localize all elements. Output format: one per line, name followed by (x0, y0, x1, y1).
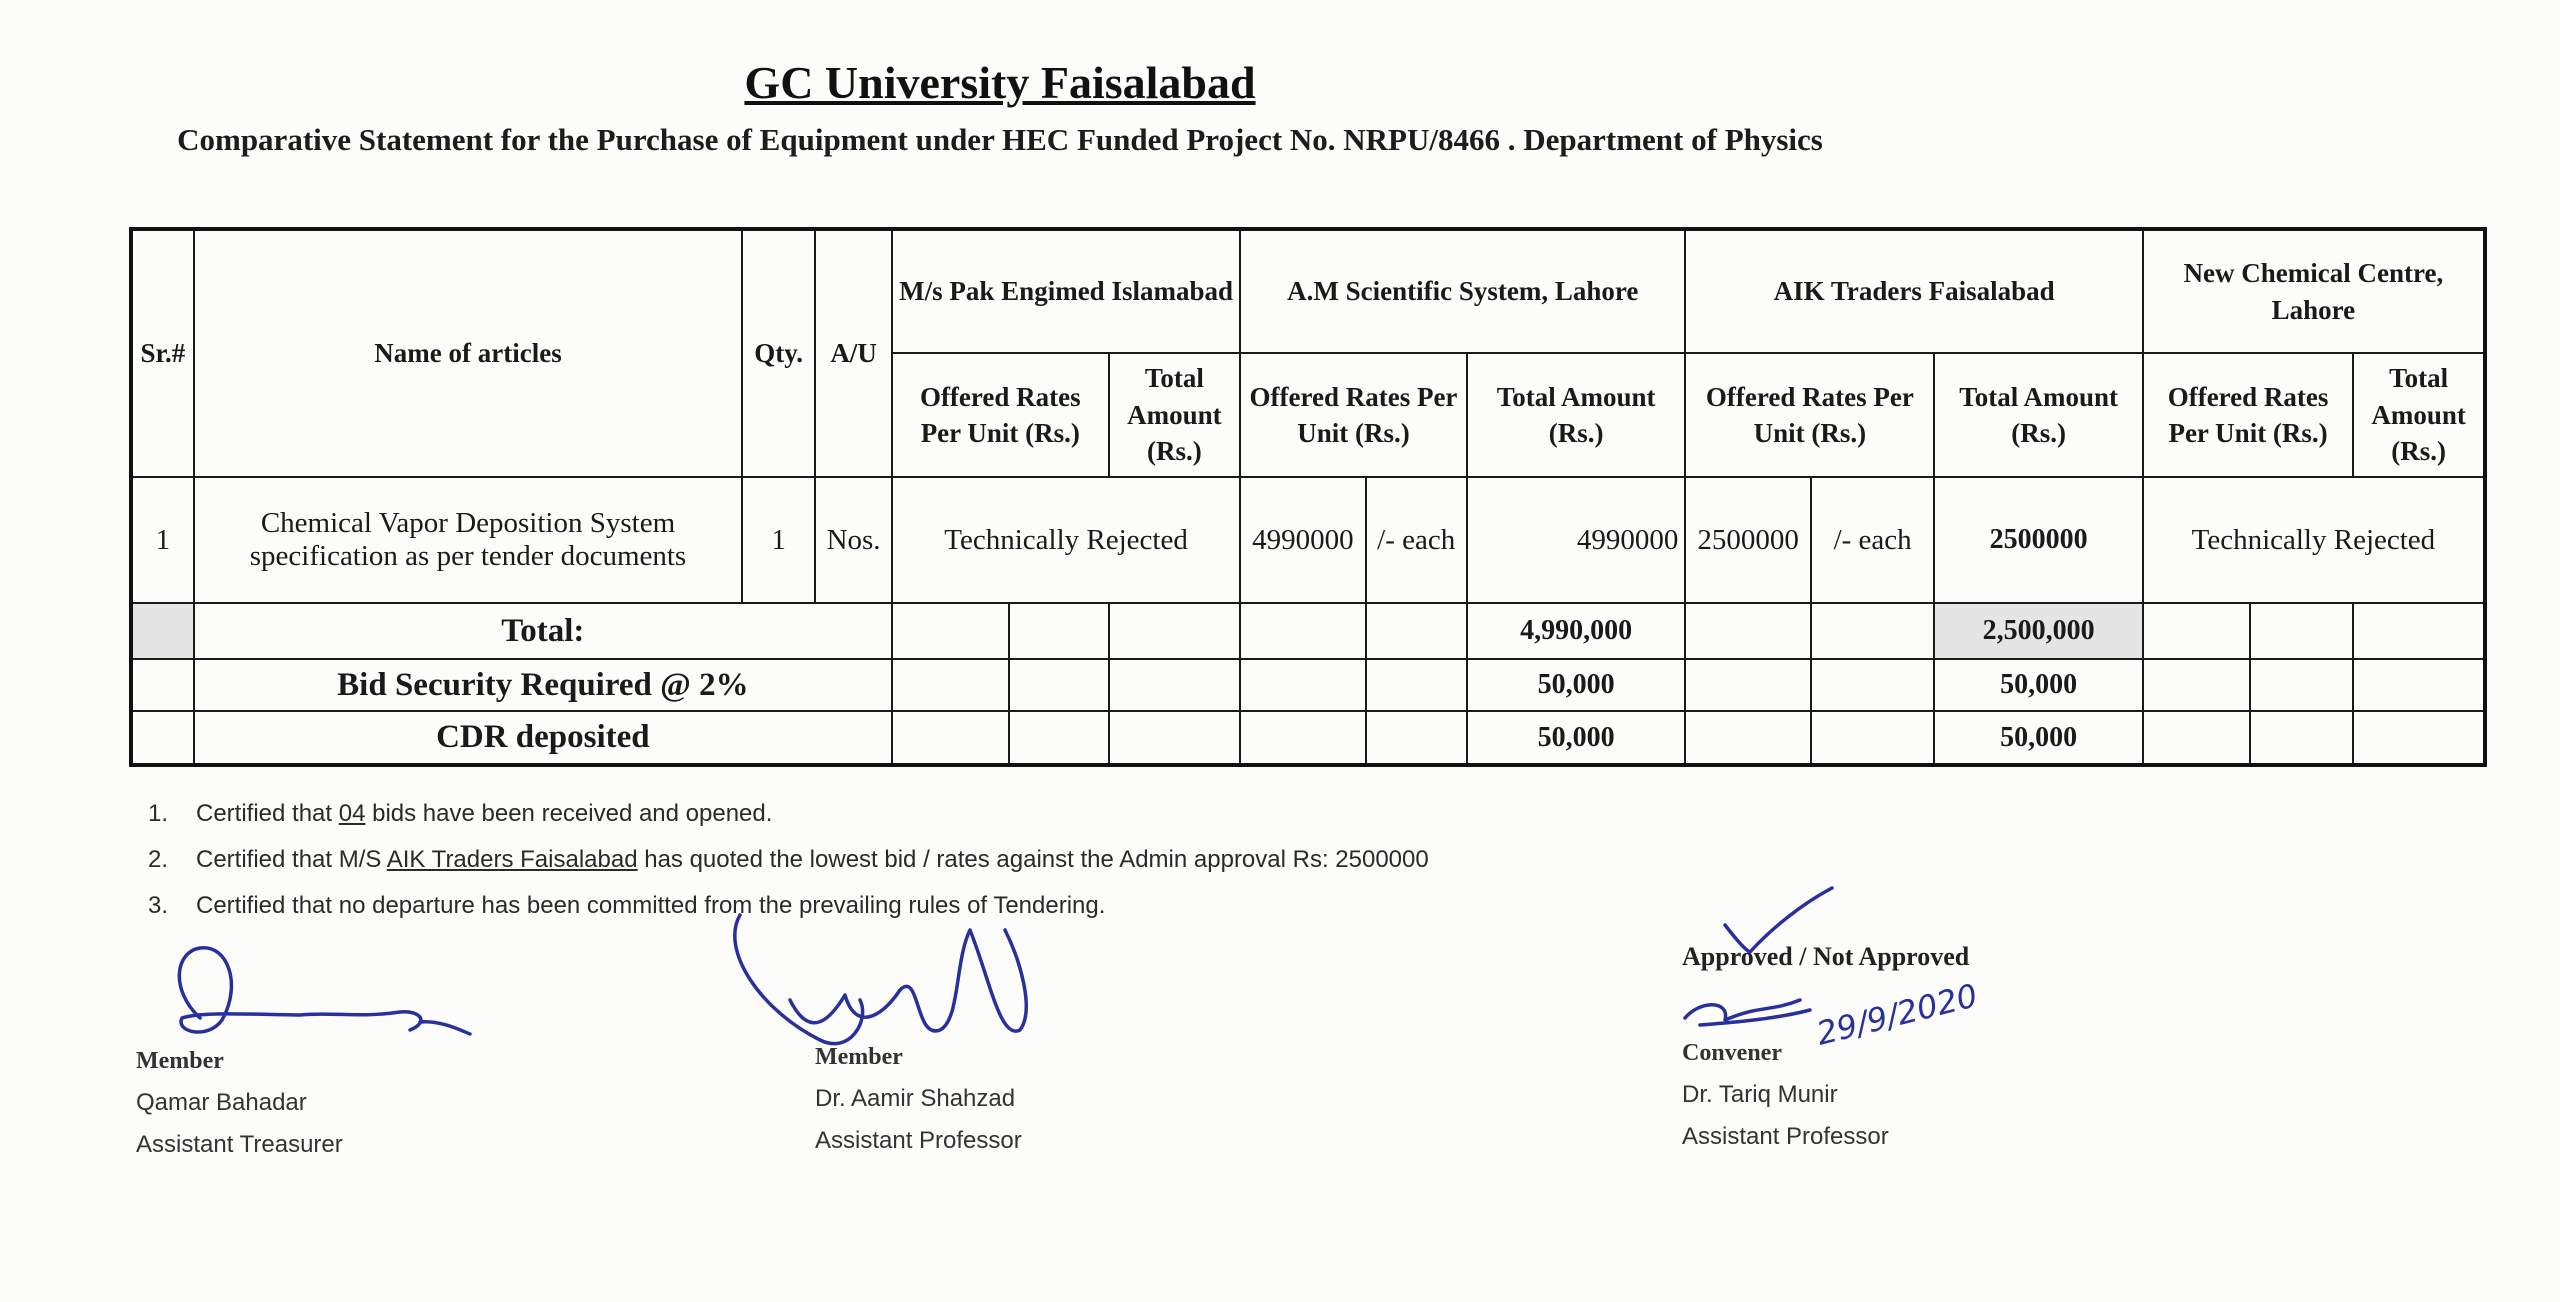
page-subtitle: Comparative Statement for the Purchase of Equipment under HEC Funded Project No. NRPU/8466 . Department of Physics (177, 122, 1823, 157)
signature-1 (179, 948, 470, 1034)
vendor-3-name: AIK Traders Faisalabad (1685, 229, 2142, 353)
vendor-2-total: 4990000 (1467, 477, 1686, 603)
signatory-title: Assistant Professor (1682, 1123, 1889, 1150)
row-article: Chemical Vapor Deposition System specification as per tender documents (194, 477, 743, 603)
note-1: 1. Certified that 04 bids have been received and opened. (148, 800, 773, 827)
note-3: 3. Certified that no departure has been committed from the prevailing rules of Tendering. (148, 892, 1106, 919)
header-article-name: Name of articles (194, 229, 743, 477)
lowest-bidder: AIK Traders Faisalabad (386, 846, 638, 873)
vendor-2-rate-header: Offered Rates Per Unit (Rs.) (1240, 353, 1467, 477)
total-label: Total: (194, 603, 892, 659)
signatory-role: Convener (1682, 1040, 1782, 1066)
vendor-3-bid-security: 50,000 (1934, 659, 2142, 711)
vendor-3-total-header: Total Amount (Rs.) (1934, 353, 2142, 477)
signatory-name: Qamar Bahadar (136, 1089, 307, 1116)
vendor-3-unit: /- each (1811, 477, 1934, 603)
handwritten-date: 29/9/2020 (1812, 976, 1982, 1053)
vendor-3-rate: 2500000 (1685, 477, 1810, 603)
vendor-4-rate-header: Offered Rates Per Unit (Rs.) (2143, 353, 2353, 477)
row-au: Nos. (815, 477, 892, 603)
header-au: A/U (815, 229, 892, 477)
vendor-2-cdr: 50,000 (1467, 711, 1686, 765)
vendor-3-grand-total: 2,500,000 (1934, 603, 2142, 659)
vendor-3-total: 2500000 (1934, 477, 2142, 603)
vendor-1-rate-header: Offered Rates Per Unit (Rs.) (892, 353, 1109, 477)
vendor-1-name: M/s Pak Engimed Islamabad (892, 229, 1240, 353)
vendor-2-grand-total: 4,990,000 (1467, 603, 1686, 659)
vendor-3-rate-header: Offered Rates Per Unit (Rs.) (1685, 353, 1934, 477)
vendor-1-status: Technically Rejected (892, 477, 1240, 603)
row-sr: 1 (131, 477, 194, 603)
page-title: GC University Faisalabad (744, 57, 1256, 108)
signatory-name: Dr. Aamir Shahzad (815, 1085, 1016, 1112)
signatory-title: Assistant Treasurer (136, 1131, 343, 1158)
signatory-title: Assistant Professor (815, 1127, 1022, 1154)
bids-count: 04 (338, 800, 366, 827)
cdr-label: CDR deposited (194, 711, 892, 765)
note-2: 2. Certified that M/S AIK Traders Faisalabad has quoted the lowest bid / rates against the Admin approval Rs: 2500000 (148, 846, 1429, 873)
vendor-2-unit: /- each (1366, 477, 1467, 603)
vendor-2-bid-security: 50,000 (1467, 659, 1686, 711)
signatory-role: Member (136, 1048, 224, 1074)
approval-status: Approved / Not Approved (1682, 942, 1970, 971)
vendor-2-rate: 4990000 (1240, 477, 1365, 603)
signature-3 (1685, 1000, 1810, 1025)
header-sr: Sr.# (131, 229, 194, 477)
signature-2 (735, 915, 1026, 1044)
signatory-name: Dr. Tariq Munir (1682, 1081, 1838, 1108)
vendor-4-status: Technically Rejected (2143, 477, 2485, 603)
vendor-4-name: New Chemical Centre, Lahore (2143, 229, 2485, 353)
vendor-4-total-header: Total Amount (Rs.) (2353, 353, 2485, 477)
vendor-2-name: A.M Scientific System, Lahore (1240, 229, 1685, 353)
vendor-2-total-header: Total Amount (Rs.) (1467, 353, 1686, 477)
vendor-3-cdr: 50,000 (1934, 711, 2142, 765)
bid-security-label: Bid Security Required @ 2% (194, 659, 892, 711)
row-qty: 1 (742, 477, 815, 603)
header-qty: Qty. (742, 229, 815, 477)
signatory-role: Member (815, 1044, 903, 1070)
vendor-1-total-header: Total Amount (Rs.) (1109, 353, 1241, 477)
approval-check-mark (1725, 888, 1832, 952)
